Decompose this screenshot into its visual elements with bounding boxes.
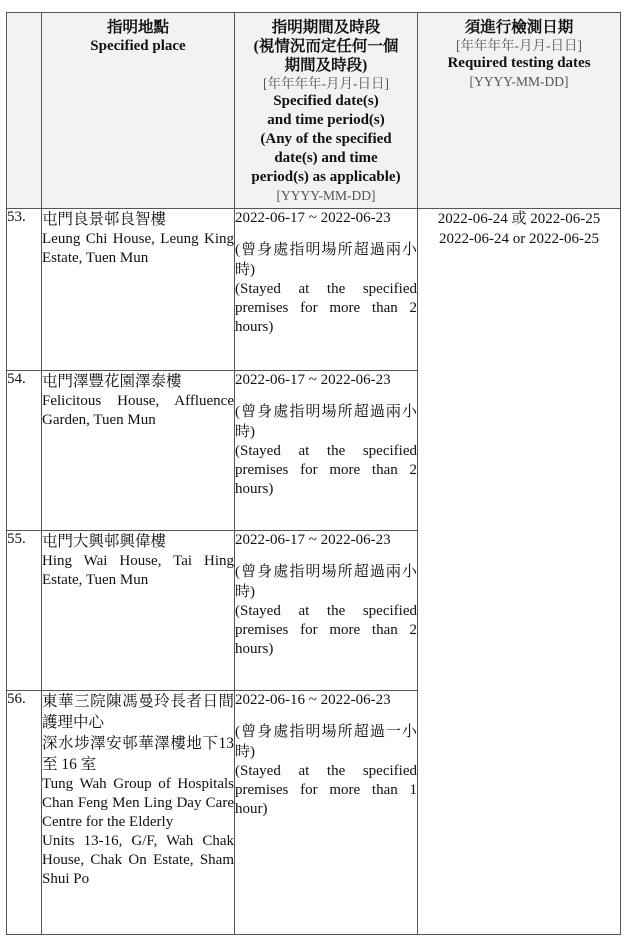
header-testing-cell (418, 13, 621, 209)
place-cell (42, 371, 235, 531)
period-note-zh: (曾身處指明場所超過兩小時) (235, 564, 417, 600)
period-note-en: (Stayed at the specified premises for more than 2 hours) (235, 603, 417, 657)
header-period-zh-3: 期間及時段) (284, 57, 368, 74)
period-cell (235, 691, 418, 935)
header-number-cell (7, 13, 42, 209)
period-dates: 2022-06-16 ~ 2022-06-23 (235, 692, 391, 708)
table-header-row (7, 13, 621, 209)
place-en: Felicitous House, Affluence Garden, Tuen Mun (42, 393, 234, 428)
header-period-en-3: (Any of the specified (260, 131, 392, 147)
testing-dates-cell (418, 209, 621, 935)
period-dates: 2022-06-17 ~ 2022-06-23 (235, 372, 391, 388)
testing-dates-en: 2022-06-24 or 2022-06-25 (439, 231, 599, 247)
place-cell (42, 531, 235, 691)
header-period-cell (235, 13, 418, 209)
place-zh: 屯門大興邨興偉樓 (42, 533, 167, 550)
header-period-format-zh: [年年年年-月月-日日] (263, 76, 389, 91)
header-testing-zh: 須進行檢測日期 (464, 19, 574, 36)
header-period-en-4: date(s) and time (274, 150, 378, 166)
place-cell (42, 209, 235, 371)
header-period-zh-1: 指明期間及時段 (271, 19, 381, 36)
row-number: 53. (7, 209, 42, 371)
header-place-en: Specified place (90, 38, 186, 54)
header-testing-en: Required testing dates (447, 55, 591, 71)
row-number: 55. (7, 531, 42, 691)
period-cell (235, 371, 418, 531)
place-address-en: Units 13-16, G/F, Wah Chak House, Chak On Estate, Sham Shui Po (42, 833, 234, 887)
header-period-en-2: and time period(s) (267, 112, 385, 128)
place-zh: 屯門良景邨良智樓 (42, 211, 167, 228)
period-note-en: (Stayed at the specified premises for more than 1 hour) (235, 763, 417, 817)
table-row (7, 209, 621, 371)
place-cell (42, 691, 235, 935)
place-en: Leung Chi House, Leung King Estate, Tuen Mun (42, 231, 234, 266)
testing-dates-zh: 2022-06-24 或 2022-06-25 (437, 211, 601, 227)
place-en: Hing Wai House, Tai Hing Estate, Tuen Mun (42, 553, 234, 588)
place-zh: 東華三院陳馮曼玲長者日間護理中心 (42, 693, 234, 731)
period-note-zh: (曾身處指明場所超過兩小時) (235, 404, 417, 440)
place-address-zh: 深水埗澤安邨華澤樓地下13 至 16 室 (42, 735, 234, 773)
header-period-zh-2: (視情況而定任何一個 (253, 38, 399, 55)
header-testing-format-en: [YYYY-MM-DD] (469, 74, 569, 89)
header-place-zh: 指明地點 (106, 19, 169, 36)
period-note-zh: (曾身處指明場所超過一小時) (235, 724, 417, 760)
row-number: 54. (7, 371, 42, 531)
place-zh: 屯門澤豐花園澤泰樓 (42, 373, 182, 390)
period-dates: 2022-06-17 ~ 2022-06-23 (235, 210, 391, 226)
period-cell (235, 531, 418, 691)
place-en: Tung Wah Group of Hospitals Chan Feng Men Ling Day Care Centre for the Elderly (42, 776, 234, 830)
period-note-zh: (曾身處指明場所超過兩小時) (235, 242, 417, 278)
header-period-format-en: [YYYY-MM-DD] (276, 188, 376, 203)
header-period-en-5: period(s) as applicable) (251, 169, 401, 185)
period-note-en: (Stayed at the specified premises for more than 2 hours) (235, 281, 417, 335)
header-testing-format-zh: [年年年年-月月-日日] (456, 38, 582, 53)
period-note-en: (Stayed at the specified premises for more than 2 hours) (235, 443, 417, 497)
row-number: 56. (7, 691, 42, 935)
period-dates: 2022-06-17 ~ 2022-06-23 (235, 532, 391, 548)
header-place-cell (42, 13, 235, 209)
period-cell (235, 209, 418, 371)
specified-places-table (6, 12, 621, 935)
header-period-en-1: Specified date(s) (273, 93, 379, 109)
